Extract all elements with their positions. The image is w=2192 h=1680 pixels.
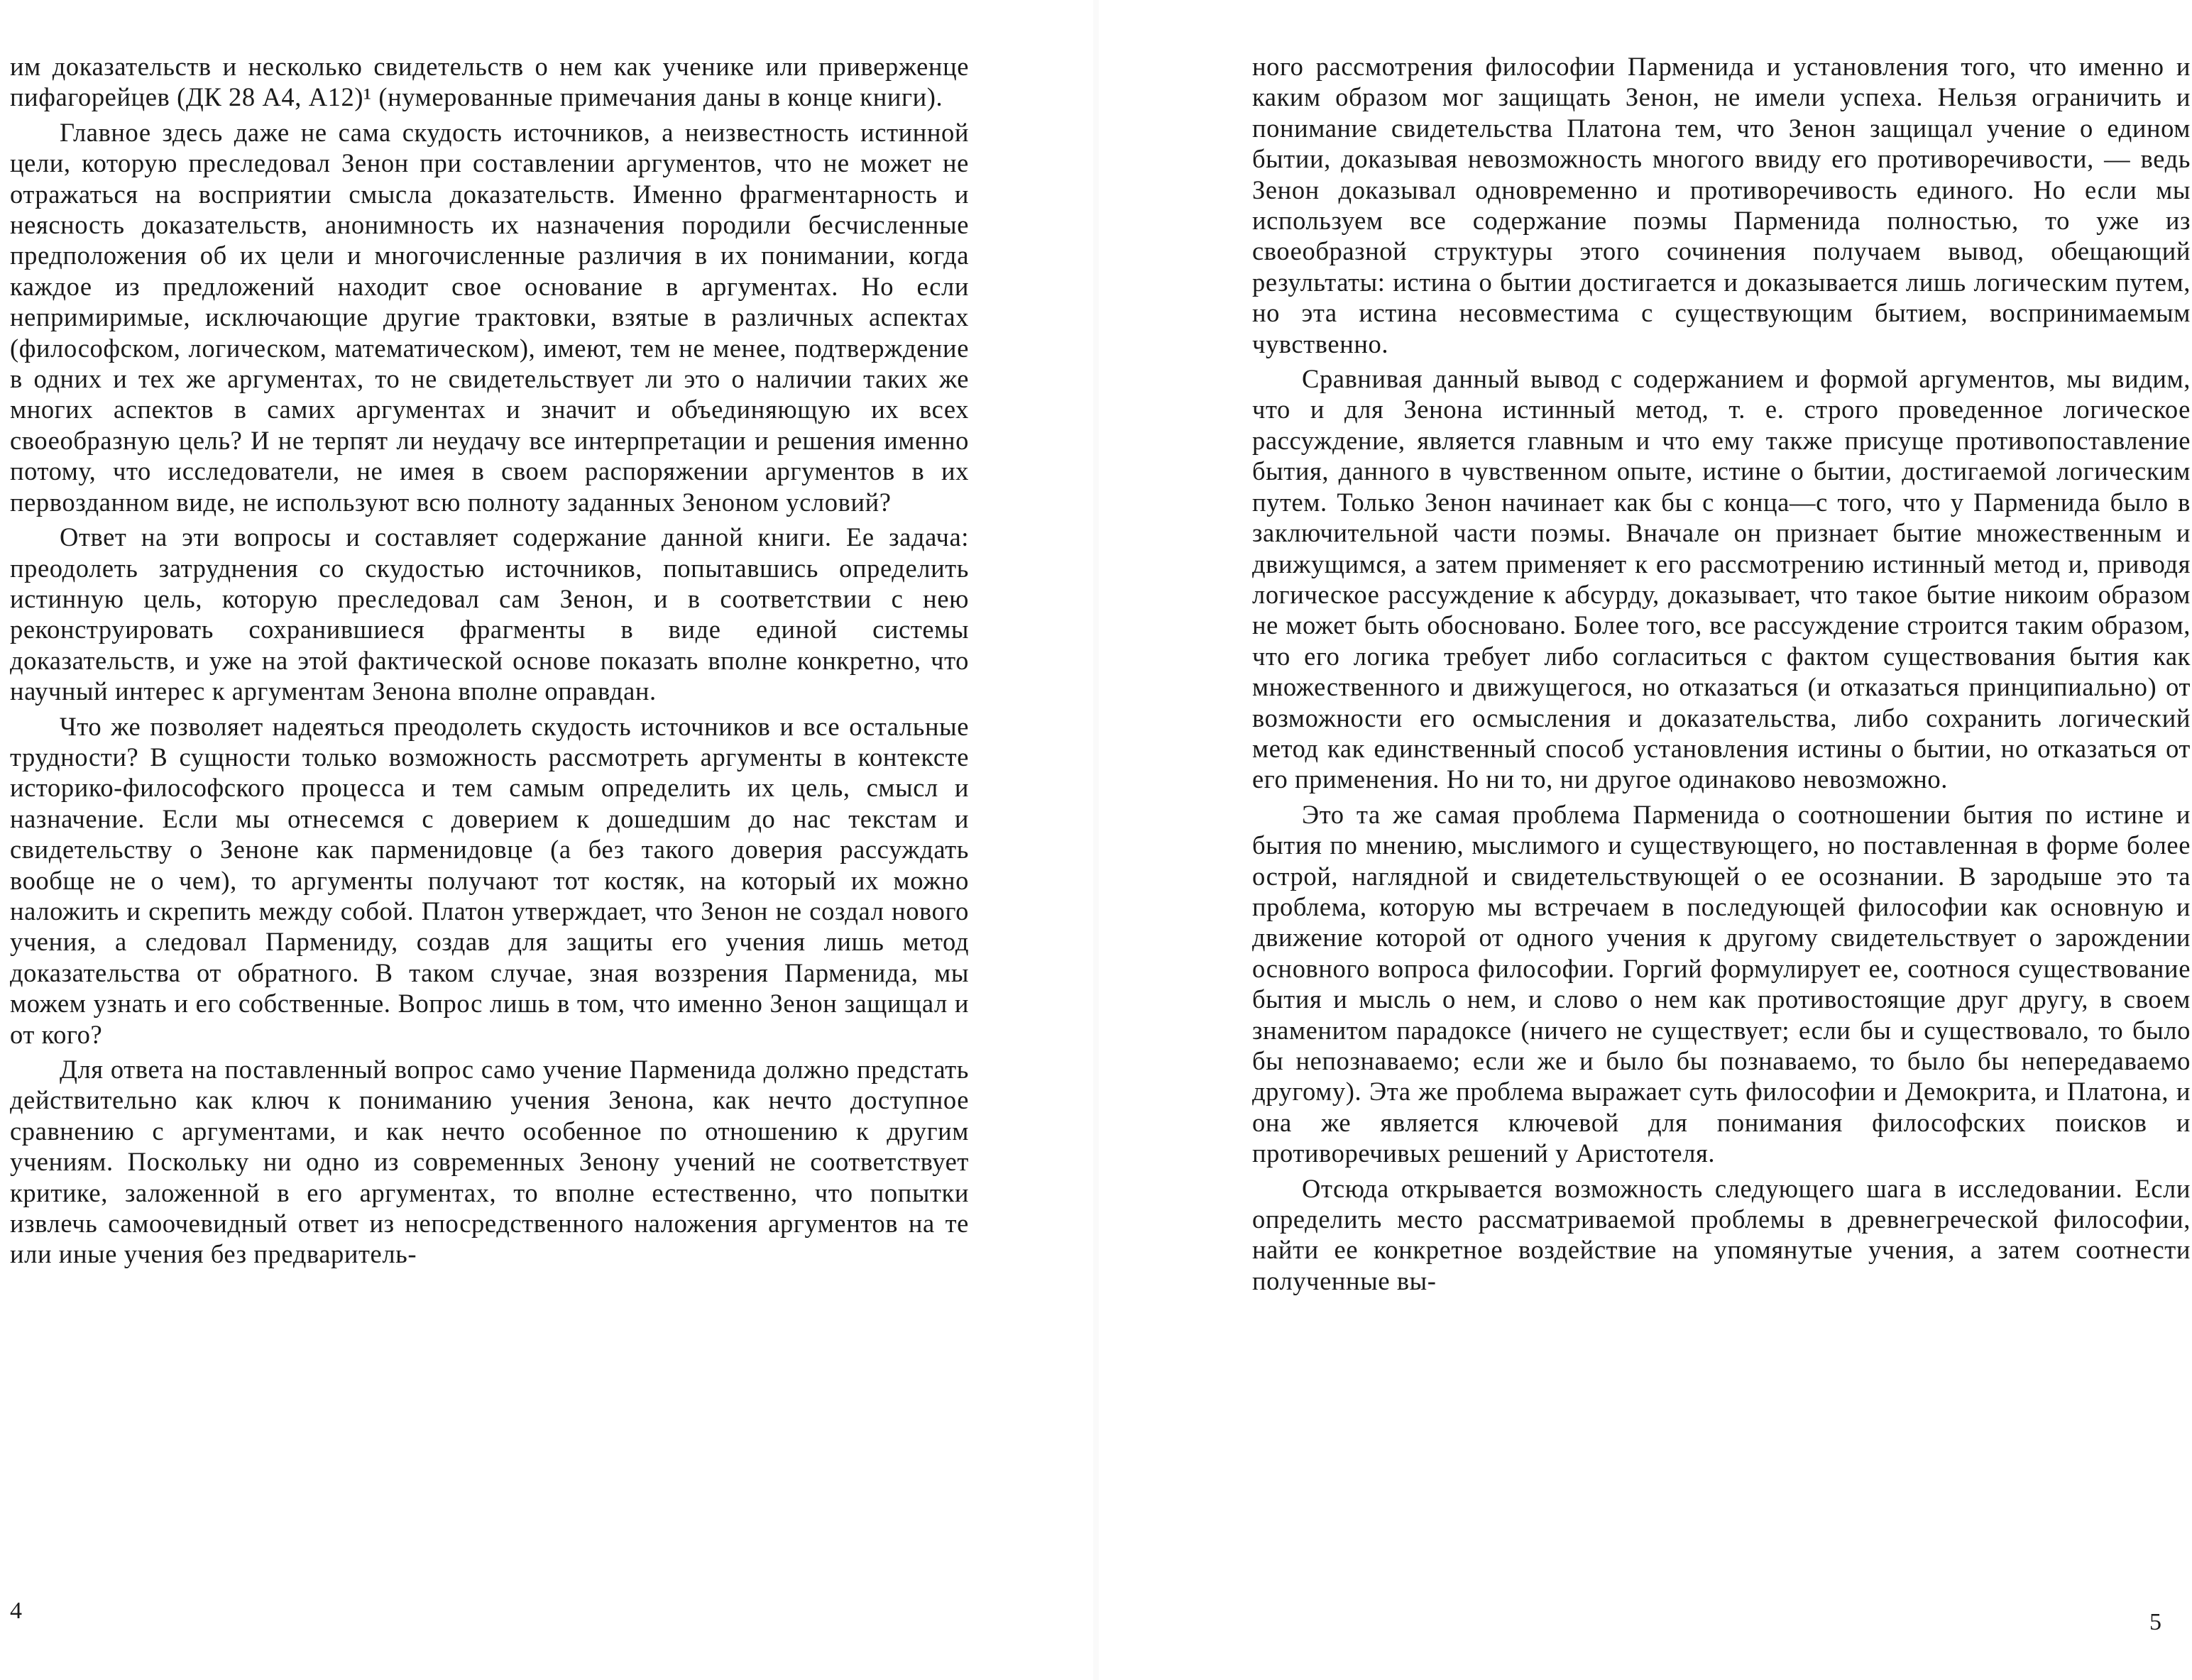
right-page-number: 5: [2149, 1609, 2161, 1635]
right-page: [1096, 0, 2192, 1680]
left-page-number: 4: [10, 1598, 22, 1624]
right-paragraph-1: ного рассмотрения философии Парменида и установления того, что именно и каким образом мог защищать Зенон, не имели успеха. Нельзя ограничить и понимание свидетельства Платона тем, что Зенон защищал учение о едином бытии, доказывая невозможность многого ввиду его противоречивости, — ведь Зенон доказывал одновременно и противоречивость единого. Но если мы используем все содержание поэмы Парменида полностью, то уже из своеобразной структуры этого сочинения получаем вывод, обещающий результаты: истина о бытии достигается и доказывается лишь логическим путем, но эта истина несовместима с существующим бытием, воспринимаемым чувственно.: [1252, 52, 2191, 358]
left-paragraph-2: Главное здесь даже не сама скудость источников, а неизвестность истинной цели, которую преследовал Зенон при составлении аргументов, что не может не отражаться на восприятии смысла доказательств. Именно фрагментарность и неясность доказательств, анонимность их назначения породили бесчисленные предположения об их цели и многочисленные различия в их понимании, когда каждое из предложений находит свое основание в аргументах. Но если непримиримые, исключающие другие трактовки, взятые в различных аспектах (философском, логическом, математическом), имеют, тем не менее, подтверждение в одних и тех же аргументах, то не свидетельствует ли это о наличии таких же многих аспектов в самих аргументах и значит и объединяющую их всех своеобразную цель? И не терпят ли неудачу все интерпретации и решения именно потому, что исследователи, не имея в своем распоряжении аргументов в их первозданном виде, не используют всю полноту заданных Зеноном условий?: [10, 117, 969, 517]
right-page-text: [1252, 51, 2191, 1300]
right-paragraph-2: Сравнивая данный вывод с содержанием и формой аргументов, мы видим, что и для Зенона истинный метод, т. е. строго проведенное логическое рассуждение, является главным и что ему также присуще противопоставление бытия, данного в чувственном опыте, истине о бытии, достигаемой логическим путем. Только Зенон начинает как бы с конца—с того, что у Парменида было в заключительной части поэмы. Вначале он признает бытие множественным и движущимся, а затем применяет к его рассмотрению истинный метод и, приводя логическое рассуждение к абсурду, доказывает, что такое бытие никоим образом не может быть обосновано. Более того, все рассуждение строится таким образом, что его логика требует либо согласиться с фактом существования бытия как множественного и движущегося, но отказаться (и отказаться принципиально) от возможности его осмысления и доказательства, либо сохранить логический метод как единственный способ установления истины о бытии, но отказаться от его применения. Но ни то, ни другое одинаково невозможно.: [1252, 364, 2191, 794]
left-paragraph-5: Для ответа на поставленный вопрос само учение Парменида должно предстать действительно как ключ к пониманию учения Зенона, как нечто доступное сравнению с аргументами, и как нечто особенное по отношению к другим учениям. Поскольку ни одно из современных Зенону учений не соответствует критике, заложенной в его аргументах, то вполне естественно, что попытки извлечь самоочевидный ответ из непосредственного наложения аргументов на те или иные учения без предваритель-: [10, 1055, 969, 1269]
right-paragraph-3: Это та же самая проблема Парменида о соотношении бытия по истине и бытия по мнению, мыслимого и существующего, но поставленная в форме более острой, наглядной и свидетельствующей о ее осознании. В зародыше это та проблема, которую мы встречаем в последующей философии как основную и движение которой от одного учения к другому свидетельствует о зарождении основного вопроса философии. Горгий формулирует ее, соотнося существование бытия и мысль о нем, и слово о нем как противостоящие друг другу, в своем знаменитом парадоксе (ничего не существует; если бы и существовало, то было бы непознаваемо; если же и было бы познаваемо, то было бы непередаваемо другому). Эта же проблема выражает суть философии и Демокрита, и Платона, и она же является ключевой для понимания философских поисков и противоречивых решений у Аристотеля.: [1252, 799, 2191, 1168]
right-paragraph-4: Отсюда открывается возможность следующего шага в исследовании. Если определить место рассматриваемой проблемы в древнегреческой философии, найти ее конкретное воздействие на упомянутые учения, а затем соотнести полученные вы-: [1252, 1173, 2191, 1295]
left-paragraph-4: Что же позволяет надеяться преодолеть скудость источников и все остальные трудности? В сущности только возможность рассмотреть аргументы в контексте историко-философского процесса и тем самым определить их цель, смысл и назначение. Если мы отнесемся с доверием к дошедшим до нас текстам и свидетельству о Зеноне как парменидовце (а без такого доверия рассуждать вообще не о чем), то аргументы получают тот костяк, на который их можно наложить и скрепить между собой. Платон утверждает, что Зенон не создал нового учения, а следовал Пармениду, создав для защиты его учения лишь метод доказательства от обратного. В таком случае, зная воззрения Парменида, мы можем узнать и его собственные. Вопрос лишь в том, что именно Зенон защищал и от кого?: [10, 711, 969, 1049]
left-paragraph-1: им доказательств и несколько свидетельств о нем как ученике или приверженце пифагорейцев (ДК 28 А4, А12)¹ (нумерованные примечания даны в конце книги).: [10, 52, 969, 112]
left-paragraph-3: Ответ на эти вопросы и составляет содержание данной книги. Ее задача: преодолеть затруднения со скудостью источников, попытавшись определить истинную цель, которую преследовал сам Зенон, и в соответствии с нею реконструировать сохранившиеся фрагменты в виде единой системы доказательств, и уже на этой фактической основе показать вполне конкретно, что научный интерес к аргументам Зенона вполне оправдан.: [10, 522, 969, 706]
left-page-text: [10, 51, 969, 1274]
